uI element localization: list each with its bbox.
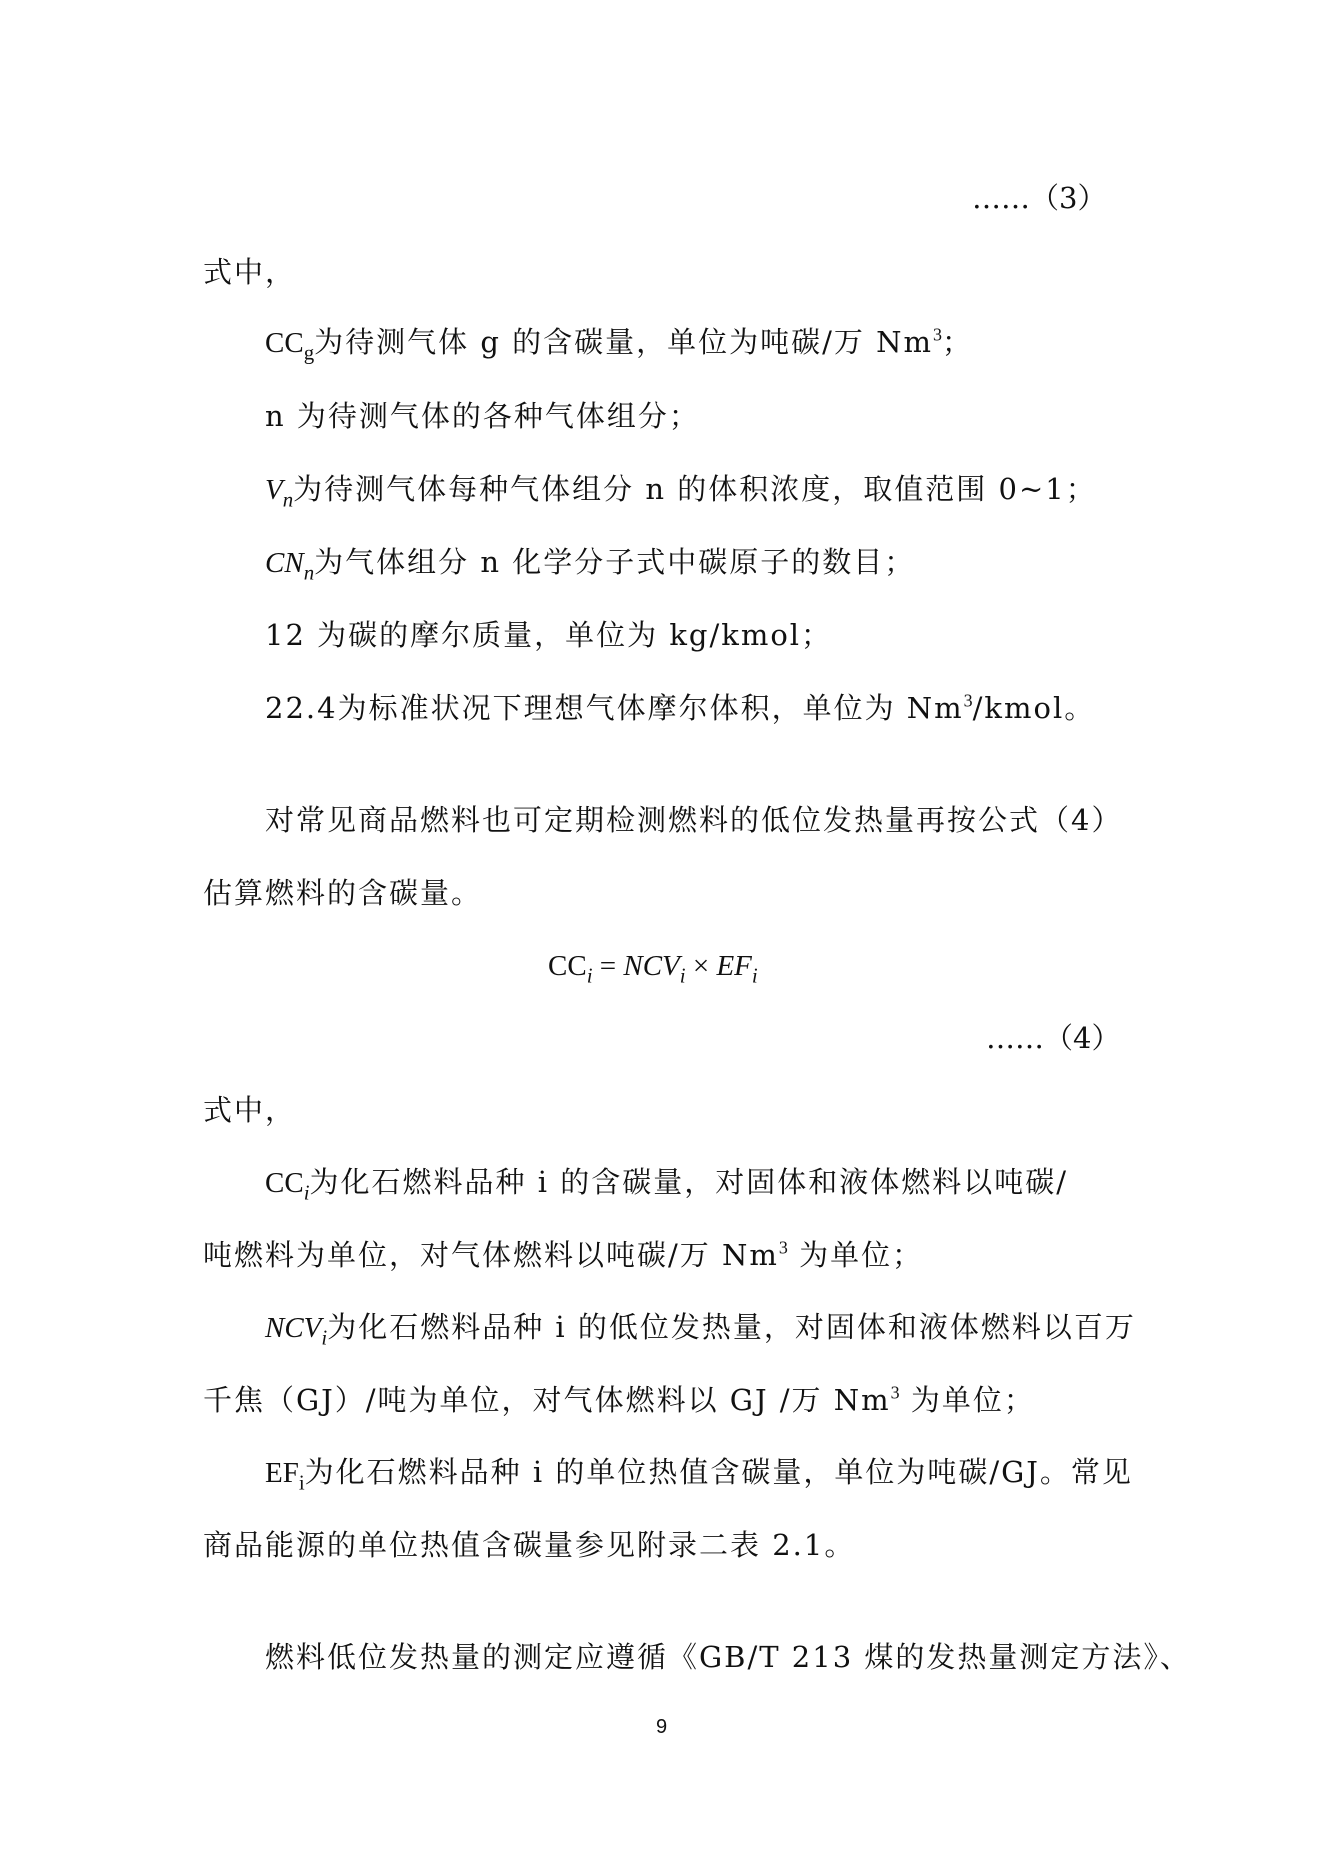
definition-text-end: 为单位； <box>787 1238 924 1272</box>
definition-text: 为气体组分 n 化学分子式中碳原子的数目； <box>314 545 916 579</box>
paragraph-1-line-2: 估算燃料的含碳量。 <box>203 876 483 910</box>
definition-22-4 <box>265 688 1095 728</box>
symbol-cn: CN <box>265 547 304 579</box>
symbol-subscript: i <box>321 1325 328 1350</box>
superscript: 3 <box>963 690 973 711</box>
superscript: 3 <box>933 324 942 345</box>
eq-lhs: CC <box>548 950 587 982</box>
definition-ncv <box>265 1307 1136 1348</box>
eq-lhs-sub: i <box>586 963 593 988</box>
symbol-subscript: i <box>298 1470 305 1495</box>
equation-number-3: ……（3） <box>972 181 1107 215</box>
definition-ef-line-2: 商品能源的单位热值含碳量参见附录二表 2.1。 <box>203 1528 856 1562</box>
eq-ef-sub: i <box>751 963 758 988</box>
paragraph-1-line-1: 对常见商品燃料也可定期检测燃料的低位发热量再按公式（4） <box>265 803 1123 837</box>
symbol-cc: CC <box>265 1167 304 1199</box>
definition-cci <box>265 1162 1068 1203</box>
definition-text: 为化石燃料品种 i 的单位热值含碳量，单位为吨碳/GJ。常见 <box>304 1455 1133 1489</box>
symbol-ncv: NCV <box>265 1312 322 1344</box>
eq-ncv-sub: i <box>679 963 686 988</box>
definition-text: 为待测气体 g 的含碳量，单位为吨碳/万 Nm <box>314 325 933 359</box>
symbol-subscript: n <box>282 487 294 512</box>
definition-cci-line-2 <box>203 1235 923 1275</box>
definition-text: 22.4为标准状况下理想气体摩尔体积，单位为 Nm <box>265 691 964 725</box>
definition-ef <box>265 1452 1133 1493</box>
eq-times: × <box>685 950 717 982</box>
eq-ef: EF <box>716 950 752 982</box>
equation-number-4: ……（4） <box>986 1021 1121 1055</box>
definition-text: 千焦（GJ）/吨为单位，对气体燃料以 GJ /万 Nm <box>203 1383 891 1417</box>
symbol-cc: CC <box>265 327 304 359</box>
where-label: 式中， <box>203 255 297 289</box>
symbol-subscript: i <box>303 1180 310 1205</box>
definition-text: 为化石燃料品种 i 的低位发热量，对固体和液体燃料以百万 <box>327 1310 1136 1344</box>
definition-text: 为待测气体每种气体组分 n 的体积浓度，取值范围 0~1； <box>293 472 1097 506</box>
definition-text: 吨燃料为单位，对气体燃料以吨碳/万 Nm <box>203 1238 779 1272</box>
symbol-subscript: n <box>303 560 315 585</box>
definition-text-end: 为单位； <box>899 1383 1035 1417</box>
symbol-v: V <box>265 474 283 506</box>
eq-ncv: NCV <box>623 950 680 982</box>
superscript: 3 <box>778 1237 788 1258</box>
definition-text: 为化石燃料品种 i 的含碳量，对固体和液体燃料以吨碳/ <box>309 1165 1068 1199</box>
definition-12: 12 为碳的摩尔质量，单位为 kg/kmol； <box>265 618 833 652</box>
definition-text-end: /kmol。 <box>972 691 1096 725</box>
superscript: 3 <box>890 1382 900 1403</box>
paragraph-2-line-1: 燃料低位发热量的测定应遵循《GB/T 213 煤的发热量测定方法》、 <box>265 1640 1191 1674</box>
eq-equals: = <box>592 950 624 982</box>
definition-ncv-line-2 <box>203 1380 1035 1420</box>
symbol-subscript: g <box>303 340 315 365</box>
definition-n: n 为待测气体的各种气体组分； <box>265 399 700 433</box>
symbol-ef: EF <box>265 1457 299 1489</box>
definition-vn <box>265 469 1097 510</box>
definition-ccg <box>265 322 973 363</box>
definition-text-end: ； <box>941 325 973 359</box>
page-number: 9 <box>655 1716 668 1738</box>
equation-4 <box>548 945 758 986</box>
where-label-2: 式中， <box>203 1093 297 1127</box>
definition-cnn <box>265 542 915 583</box>
